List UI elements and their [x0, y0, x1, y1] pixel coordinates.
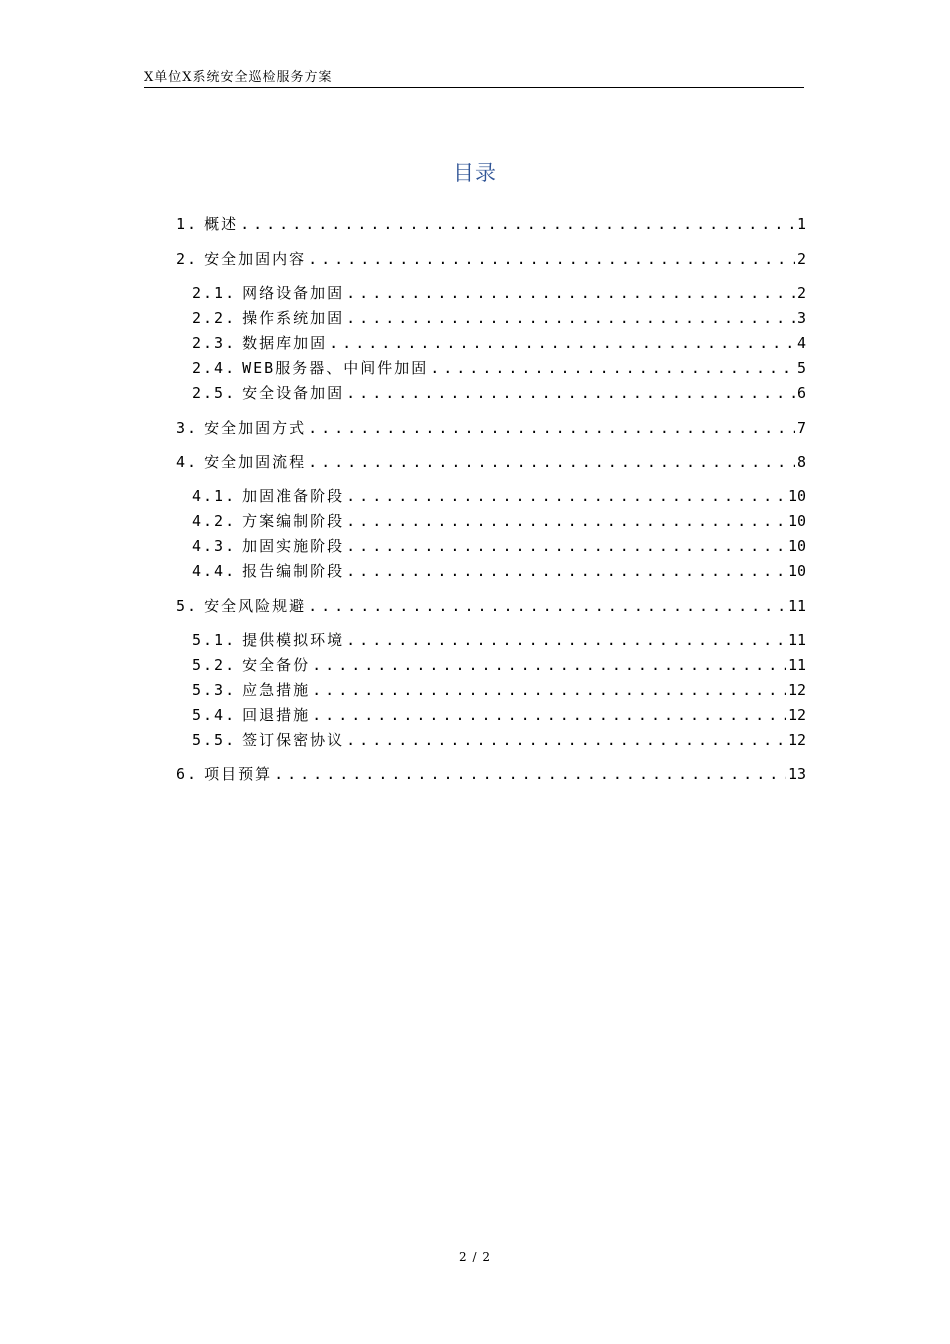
- toc-entry-number: 4.: [176, 453, 199, 471]
- toc-leader-dots: [346, 536, 786, 556]
- toc-leader-dots: [346, 561, 786, 581]
- toc-entry-page: 7: [796, 419, 806, 437]
- toc-leader-dots: [308, 596, 786, 616]
- toc-entry-number: 2.2.: [192, 309, 237, 327]
- toc-entry-number: 3.: [176, 419, 199, 437]
- toc-entry-page: 1: [796, 215, 806, 233]
- toc-entry-number: 5.4.: [192, 706, 237, 724]
- toc-entry-text: WEB服务器、中间件加固: [242, 359, 429, 377]
- toc-entry-page: 5: [796, 359, 806, 377]
- toc-leader-dots: [346, 511, 786, 531]
- toc-entry-5[interactable]: [176, 596, 806, 616]
- toc-entry-page: 11: [787, 597, 806, 615]
- toc-leader-dots: [308, 418, 795, 438]
- toc-entry-3[interactable]: [176, 418, 806, 438]
- toc-entry-2-3[interactable]: [192, 333, 806, 353]
- toc-entry-page: 10: [787, 562, 806, 580]
- toc-entry-text: 安全加固内容: [204, 250, 307, 268]
- toc-entry-number: 2.: [176, 250, 199, 268]
- page-number-footer: 2 / 2: [459, 1250, 491, 1264]
- toc-leader-dots: [274, 764, 786, 784]
- toc-entry-number: 5.2.: [192, 656, 237, 674]
- toc-entry-text: 安全加固流程: [204, 453, 307, 471]
- toc-entry-6[interactable]: [176, 764, 806, 784]
- toc-title: 目录: [453, 161, 497, 185]
- toc-entry-2-2[interactable]: [192, 308, 806, 328]
- toc-entry-text: 概述: [204, 215, 239, 233]
- toc-entry-text: 安全设备加固: [242, 384, 345, 402]
- toc-leader-dots: [346, 630, 786, 650]
- toc-entry-text: 安全备份: [242, 656, 311, 674]
- toc-entry-4-1[interactable]: [192, 486, 806, 506]
- toc-entry-page: 6: [796, 384, 806, 402]
- page-header: X单位X系统安全巡检服务方案: [144, 70, 804, 88]
- toc-entry-5-3[interactable]: [192, 680, 806, 700]
- toc-entry-text: 回退措施: [242, 706, 311, 724]
- toc-entry-text: 操作系统加固: [242, 309, 345, 327]
- toc-leader-dots: [346, 383, 795, 403]
- toc-entry-number: 4.1.: [192, 487, 237, 505]
- toc-leader-dots: [308, 249, 795, 269]
- toc-entry-text: 加固实施阶段: [242, 537, 345, 555]
- toc-entry-2-5[interactable]: [192, 383, 806, 403]
- toc-leader-dots: [346, 308, 795, 328]
- toc-entry-number: 2.1.: [192, 284, 237, 302]
- toc-leader-dots: [312, 705, 786, 725]
- toc-entry-text: 应急措施: [242, 681, 311, 699]
- toc-entry-page: 10: [787, 487, 806, 505]
- toc-entry-page: 12: [787, 706, 806, 724]
- toc-entry-number: 2.4.: [192, 359, 237, 377]
- toc-entry-page: 10: [787, 537, 806, 555]
- toc-entry-number: 5.: [176, 597, 199, 615]
- toc-leader-dots: [430, 358, 795, 378]
- toc-leader-dots: [312, 680, 786, 700]
- toc-leader-dots: [312, 655, 786, 675]
- toc-entry-page: 10: [787, 512, 806, 530]
- toc-entry-page: 3: [796, 309, 806, 327]
- toc-entry-page: 12: [787, 681, 806, 699]
- toc-entry-page: 11: [787, 656, 806, 674]
- toc-entry-text: 加固准备阶段: [242, 487, 345, 505]
- toc-entry-text: 项目预算: [204, 765, 273, 783]
- toc-leader-dots: [346, 486, 786, 506]
- toc-entry-page: 13: [787, 765, 806, 783]
- toc-entry-5-4[interactable]: [192, 705, 806, 725]
- toc-entry-2[interactable]: [176, 249, 806, 269]
- toc-entry-number: 2.5.: [192, 384, 237, 402]
- toc-entry-4-4[interactable]: [192, 561, 806, 581]
- toc-entry-text: 报告编制阶段: [242, 562, 345, 580]
- toc-entry-text: 安全加固方式: [204, 419, 307, 437]
- toc-entry-2-1[interactable]: [192, 283, 806, 303]
- toc-entry-number: 4.2.: [192, 512, 237, 530]
- toc-entry-text: 数据库加固: [242, 334, 328, 352]
- toc-entry-text: 网络设备加固: [242, 284, 345, 302]
- toc-leader-dots: [346, 283, 795, 303]
- toc-entry-page: 8: [796, 453, 806, 471]
- toc-entry-4[interactable]: [176, 452, 806, 472]
- toc-entry-number: 4.3.: [192, 537, 237, 555]
- toc-entry-number: 5.3.: [192, 681, 237, 699]
- toc-entry-5-5[interactable]: [192, 730, 806, 750]
- toc-entry-text: 方案编制阶段: [242, 512, 345, 530]
- toc-entry-text: 提供模拟环境: [242, 631, 345, 649]
- toc-entry-4-2[interactable]: [192, 511, 806, 531]
- toc-entry-number: 2.3.: [192, 334, 237, 352]
- toc-leader-dots: [308, 452, 795, 472]
- toc-leader-dots: [329, 333, 795, 353]
- toc-entry-page: 4: [796, 334, 806, 352]
- toc-entry-2-4[interactable]: [192, 358, 806, 378]
- toc-entry-5-1[interactable]: [192, 630, 806, 650]
- toc-entry-page: 2: [796, 284, 806, 302]
- toc-entry-5-2[interactable]: [192, 655, 806, 675]
- toc-entry-text: 签订保密协议: [242, 731, 345, 749]
- toc-entry-1[interactable]: [176, 214, 806, 234]
- toc-entry-number: 5.1.: [192, 631, 237, 649]
- toc-entry-page: 12: [787, 731, 806, 749]
- toc-entry-4-3[interactable]: [192, 536, 806, 556]
- toc-entry-text: 安全风险规避: [204, 597, 307, 615]
- toc-leader-dots: [240, 214, 795, 234]
- toc-entry-page: 2: [796, 250, 806, 268]
- toc-entry-number: 1.: [176, 215, 199, 233]
- toc-leader-dots: [346, 730, 786, 750]
- toc-entry-number: 6.: [176, 765, 199, 783]
- toc-entry-number: 4.4.: [192, 562, 237, 580]
- toc-entry-page: 11: [787, 631, 806, 649]
- toc-entry-number: 5.5.: [192, 731, 237, 749]
